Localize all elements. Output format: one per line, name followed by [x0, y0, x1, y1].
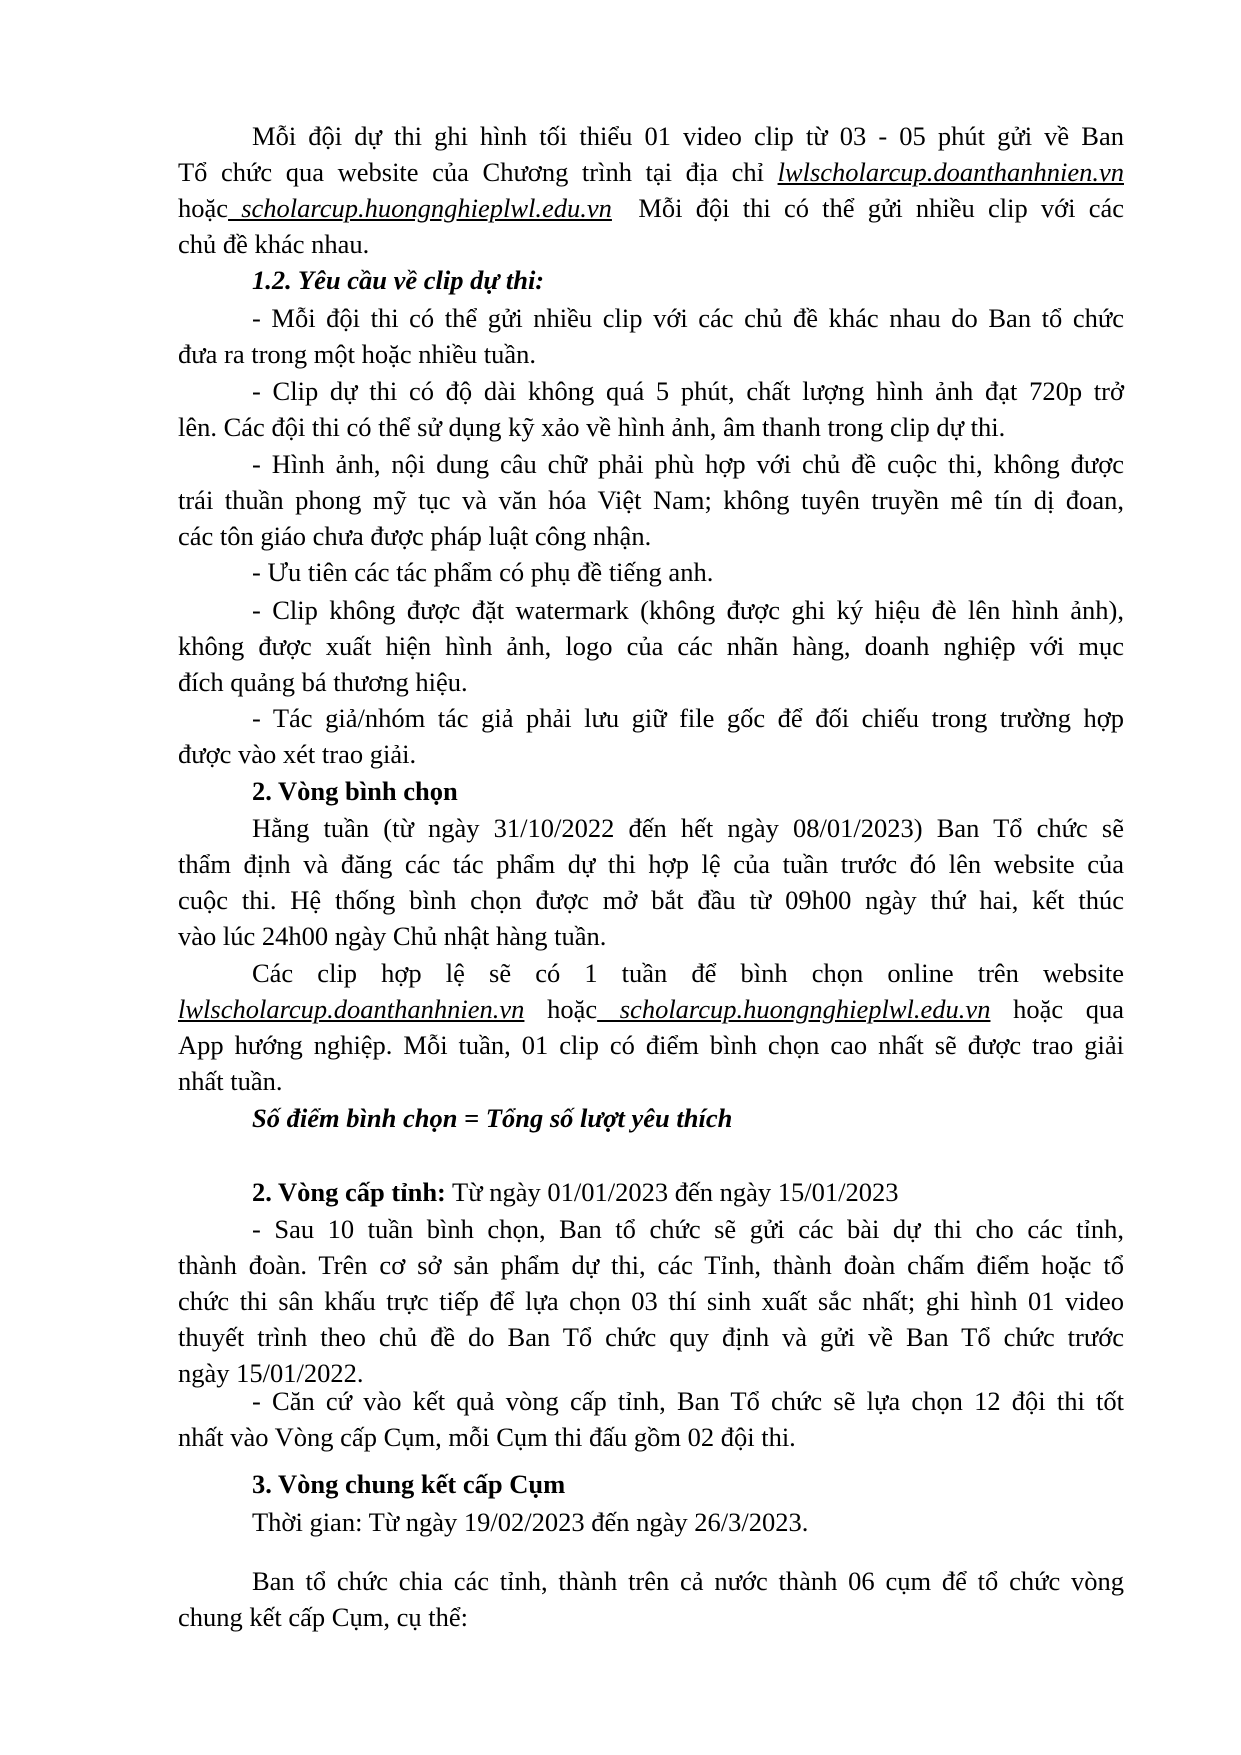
bullet-1 [178, 300, 1124, 372]
section-heading: 1.2. Yêu cầu về clip dự thi: [252, 265, 545, 295]
text-line [178, 190, 1124, 226]
paragraph-submission [178, 118, 1124, 262]
text-line: trái thuần phong mỹ tục và văn hóa Việt Nam; không tuyên truyền mê tín dị đoan, [178, 485, 1124, 515]
paragraph-provincial-selection [178, 1383, 1124, 1455]
text-line [178, 991, 1124, 1027]
text-line: chung kết cấp Cụm, cụ thể: [178, 1602, 468, 1632]
text-line: các tôn giáo chưa được pháp luật công nhận. [178, 521, 652, 551]
website-link[interactable]: scholarcup.huongnghieplwl.edu.vn [597, 994, 991, 1024]
bullet-2 [178, 373, 1124, 445]
text-line: không được xuất hiện hình ảnh, logo của các nhãn hàng, doanh nghiệp với mục [178, 631, 1124, 661]
text-segment: Từ ngày 01/01/2023 đến ngày 15/01/2023 [445, 1177, 899, 1207]
text-line: - Hình ảnh, nội dung câu chữ phải phù hợp với chủ đề cuộc thi, không được [252, 449, 1124, 479]
text-line: Ban tổ chức chia các tỉnh, thành trên cả nước thành 06 cụm để tổ chức vòng [252, 1566, 1124, 1596]
text-segment: hoặc [178, 193, 229, 223]
text-segment: hoặc [547, 994, 598, 1024]
text-line: - Clip không được đặt watermark (không được ghi ký hiệu đè lên hình ảnh), [252, 595, 1124, 625]
text-line: Hằng tuần (từ ngày 31/10/2022 đến hết ngày 08/01/2023) Ban Tổ chức sẽ [252, 813, 1124, 843]
text-line [178, 154, 1124, 190]
text-line: nhất vào Vòng cấp Cụm, mỗi Cụm thi đấu gồm 02 đội thi. [178, 1422, 796, 1452]
text-line: thẩm định và đăng các tác phẩm dự thi hợp lệ của tuần trước đó lên website của [178, 849, 1124, 879]
voting-formula [178, 1100, 1124, 1136]
section-heading: 2. Vòng bình chọn [252, 776, 458, 806]
text-line: được vào xét trao giải. [178, 739, 417, 769]
text-line: đưa ra trong một hoặc nhiều tuần. [178, 339, 537, 369]
text-line: thành đoàn. Trên cơ sở sản phẩm dự thi, các Tỉnh, thành đoàn chấm điểm hoặc tổ [178, 1250, 1124, 1280]
heading-provincial-round [178, 1174, 1124, 1210]
formula-text: Số điểm bình chọn = Tổng số lượt yêu thích [252, 1103, 733, 1133]
text-line: - Mỗi đội thi có thể gửi nhiều clip với các chủ đề khác nhau do Ban tổ chức [252, 303, 1124, 333]
paragraph-cluster-division [178, 1563, 1124, 1635]
text-line: đích quảng bá thương hiệu. [178, 667, 468, 697]
heading-clip-requirements [178, 262, 1124, 298]
text-line: - Tác giả/nhóm tác giả phải lưu giữ file gốc để đối chiếu trong trường hợp [252, 703, 1124, 733]
text-line: cuộc thi. Hệ thống bình chọn được mở bắt đầu từ 09h00 ngày thứ hai, kết thúc [178, 885, 1124, 915]
bullet-6 [178, 700, 1124, 772]
heading-cluster-final [178, 1466, 1124, 1502]
paragraph-voting-schedule [178, 810, 1124, 954]
text-segment: Mỗi đội thi có thể gửi nhiều clip với các [638, 193, 1125, 223]
text-line: chủ đề khác nhau. [178, 229, 370, 259]
text-segment: Tổ chức qua website của Chương trình tại địa chỉ [178, 157, 764, 187]
text-line: App hướng nghiệp. Mỗi tuần, 01 clip có điểm bình chọn cao nhất sẽ được trao giải [178, 1030, 1124, 1060]
section-heading: 2. Vòng cấp tỉnh: [252, 1177, 446, 1207]
paragraph-cluster-time [178, 1504, 1124, 1540]
text-line: lên. Các đội thi có thể sử dụng kỹ xảo về hình ảnh, âm thanh trong clip dự thi. [178, 412, 1006, 442]
website-link[interactable]: scholarcup.huongnghieplwl.edu.vn [228, 193, 612, 223]
text-line: Mỗi đội dự thi ghi hình tối thiểu 01 video clip từ 03 - 05 phút gửi về Ban [252, 121, 1124, 151]
text-segment: hoặc qua [1013, 994, 1125, 1024]
paragraph-provincial-details [178, 1211, 1124, 1391]
text-line: chức thi sân khấu trực tiếp để lựa chọn 03 thí sinh xuất sắc nhất; ghi hình 01 video [178, 1286, 1124, 1316]
text-line: - Ưu tiên các tác phẩm có phụ đề tiếng anh. [252, 557, 714, 587]
text-line: - Sau 10 tuần bình chọn, Ban tổ chức sẽ gửi các bài dự thi cho các tỉnh, [252, 1214, 1124, 1244]
bullet-3 [178, 446, 1124, 554]
bullet-4 [178, 554, 1124, 590]
bullet-5 [178, 592, 1124, 700]
website-link[interactable]: lwlscholarcup.doanthanhnien.vn [777, 157, 1124, 187]
text-line: Thời gian: Từ ngày 19/02/2023 đến ngày 26/3/2023. [252, 1507, 809, 1537]
text-line: vào lúc 24h00 ngày Chủ nhật hàng tuần. [178, 921, 607, 951]
text-line [178, 1174, 1124, 1210]
text-line: nhất tuần. [178, 1066, 283, 1096]
text-line: thuyết trình theo chủ đề do Ban Tổ chức quy định và gửi về Ban Tổ chức trước [178, 1322, 1124, 1352]
paragraph-voting-online [178, 955, 1124, 1099]
heading-voting-round [178, 773, 1124, 809]
text-line: ngày 15/01/2022. [178, 1358, 364, 1388]
section-heading: 3. Vòng chung kết cấp Cụm [252, 1469, 566, 1499]
website-link[interactable]: lwlscholarcup.doanthanhnien.vn [178, 994, 525, 1024]
text-line: - Clip dự thi có độ dài không quá 5 phút, chất lượng hình ảnh đạt 720p trở [252, 376, 1124, 406]
text-line: Các clip hợp lệ sẽ có 1 tuần để bình chọn online trên website [252, 958, 1124, 988]
text-line: - Căn cứ vào kết quả vòng cấp tỉnh, Ban Tổ chức sẽ lựa chọn 12 đội thi tốt [252, 1386, 1124, 1416]
